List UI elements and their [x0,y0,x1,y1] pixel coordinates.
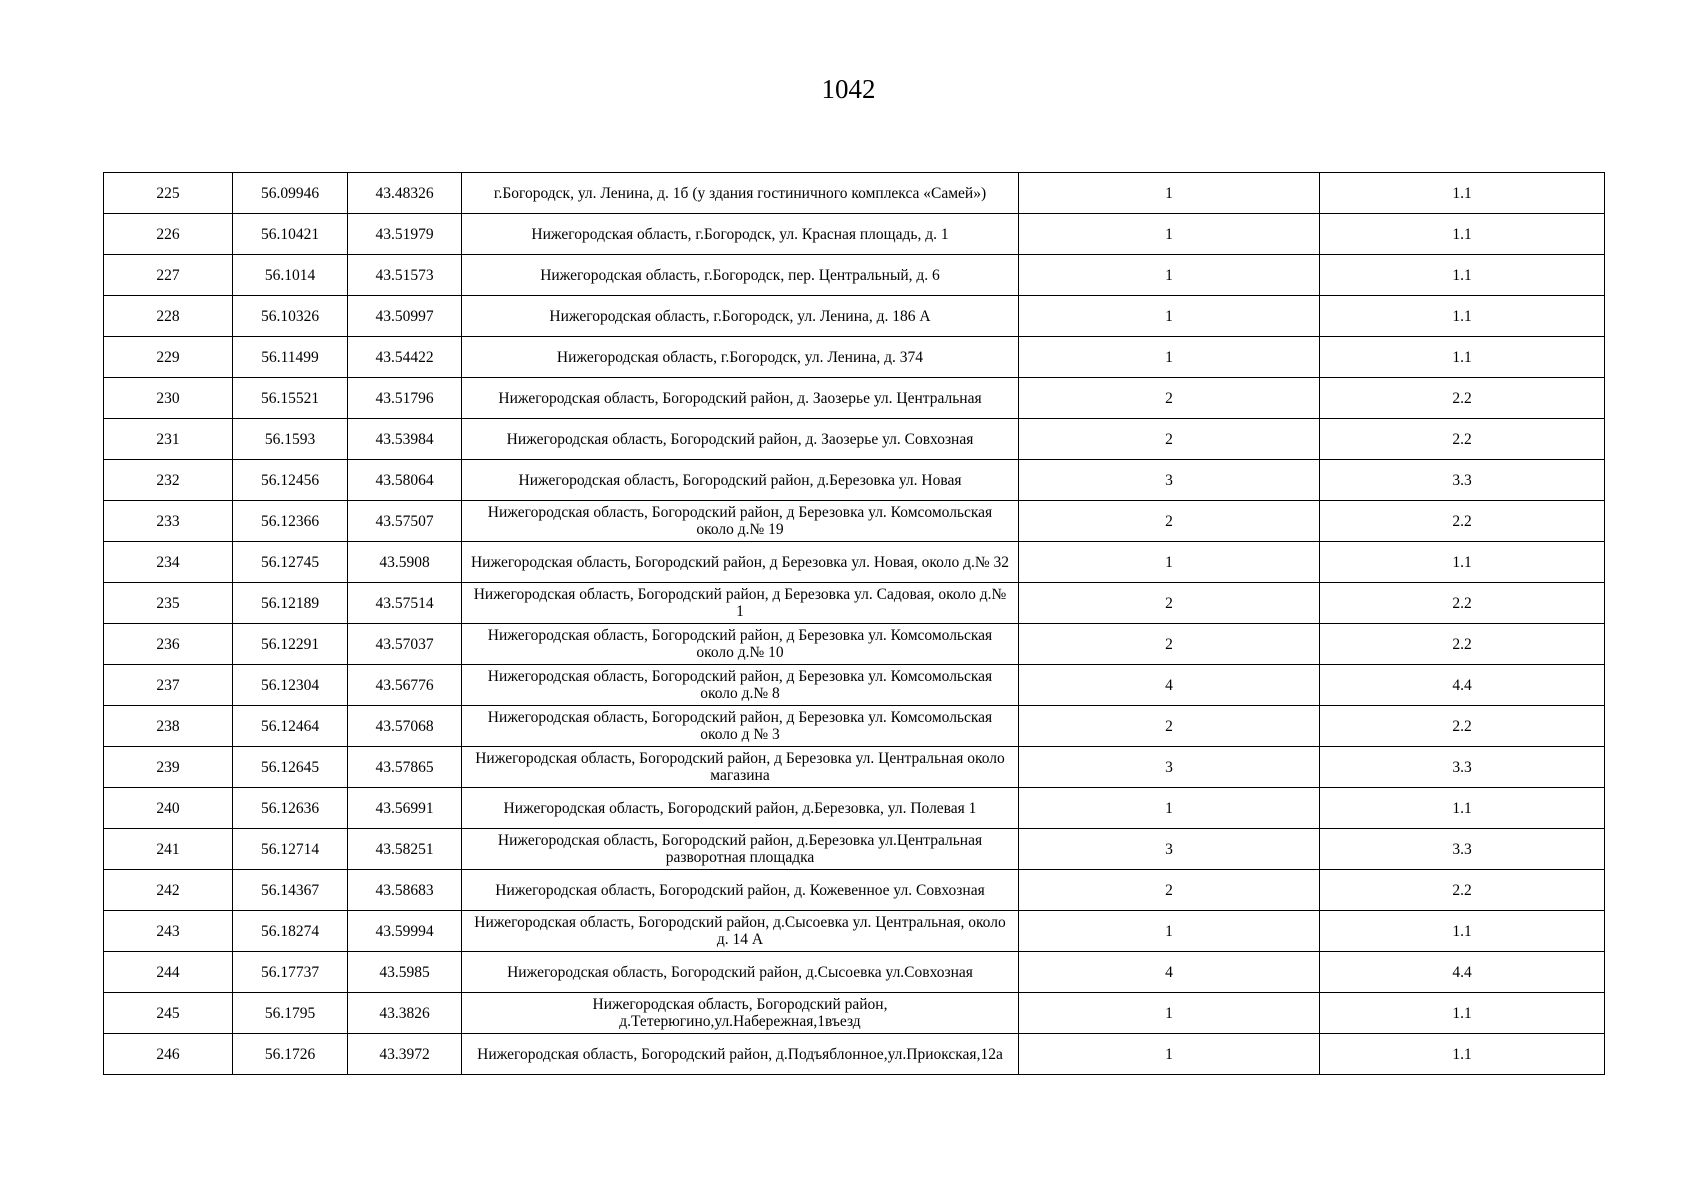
container-volume-cell: 1.1 [1320,214,1605,255]
table-row [104,747,1605,788]
container-count-cell: 3 [1019,829,1320,870]
address-cell: Нижегородская область, Богородский район, д.Березовка ул.Центральная разворотная площадка [462,829,1019,870]
table-row [104,870,1605,911]
latitude-cell: 56.12464 [233,706,348,747]
address-cell: Нижегородская область, Богородский район, д. Кожевенное ул. Совхозная [462,870,1019,911]
longitude-cell: 43.50997 [348,296,462,337]
address-cell: Нижегородская область, Богородский район, д. Заозерье ул. Совхозная [462,419,1019,460]
row-number-cell: 241 [104,829,233,870]
longitude-cell: 43.59994 [348,911,462,952]
longitude-cell: 43.3972 [348,1034,462,1075]
latitude-cell: 56.12645 [233,747,348,788]
table-row [104,542,1605,583]
container-count-cell: 1 [1019,1034,1320,1075]
longitude-cell: 43.58251 [348,829,462,870]
container-count-cell: 2 [1019,583,1320,624]
address-cell: Нижегородская область, Богородский район, д Березовка ул. Комсомольская около д.№ 10 [462,624,1019,665]
latitude-cell: 56.11499 [233,337,348,378]
longitude-cell: 43.58064 [348,460,462,501]
latitude-cell: 56.1593 [233,419,348,460]
address-cell: Нижегородская область, Богородский район, д Березовка ул. Комсомольская около д.№ 8 [462,665,1019,706]
latitude-cell: 56.12304 [233,665,348,706]
row-number-cell: 242 [104,870,233,911]
container-count-cell: 1 [1019,788,1320,829]
address-cell: Нижегородская область, Богородский район, д Березовка ул. Центральная около магазина [462,747,1019,788]
address-cell: Нижегородская область, Богородский район, д.Тетерюгино,ул.Набережная,1въезд [462,993,1019,1034]
container-volume-cell: 2.2 [1320,378,1605,419]
row-number-cell: 244 [104,952,233,993]
longitude-cell: 43.58683 [348,870,462,911]
longitude-cell: 43.51979 [348,214,462,255]
row-number-cell: 245 [104,993,233,1034]
row-number-cell: 239 [104,747,233,788]
latitude-cell: 56.14367 [233,870,348,911]
longitude-cell: 43.53984 [348,419,462,460]
table-row [104,993,1605,1034]
row-number-cell: 227 [104,255,233,296]
table-row [104,173,1605,214]
container-count-cell: 3 [1019,747,1320,788]
container-count-cell: 1 [1019,993,1320,1034]
latitude-cell: 56.12745 [233,542,348,583]
latitude-cell: 56.12456 [233,460,348,501]
container-volume-cell: 1.1 [1320,542,1605,583]
row-number-cell: 230 [104,378,233,419]
address-cell: Нижегородская область, г.Богородск, пер. Центральный, д. 6 [462,255,1019,296]
table-row [104,624,1605,665]
container-count-cell: 2 [1019,706,1320,747]
latitude-cell: 56.09946 [233,173,348,214]
container-count-cell: 1 [1019,542,1320,583]
address-cell: Нижегородская область, Богородский район, д Березовка ул. Садовая, около д.№ 1 [462,583,1019,624]
table-row [104,460,1605,501]
table-row [104,419,1605,460]
longitude-cell: 43.56991 [348,788,462,829]
container-volume-cell: 1.1 [1320,337,1605,378]
longitude-cell: 43.51573 [348,255,462,296]
longitude-cell: 43.51796 [348,378,462,419]
table-row [104,214,1605,255]
address-cell: Нижегородская область, Богородский район, д. Заозерье ул. Центральная [462,378,1019,419]
table-row [104,378,1605,419]
longitude-cell: 43.5985 [348,952,462,993]
address-cell: Нижегородская область, Богородский район, д.Сысоевка ул. Центральная, около д. 14 А [462,911,1019,952]
container-count-cell: 1 [1019,337,1320,378]
latitude-cell: 56.1726 [233,1034,348,1075]
container-sites-table [103,172,1605,1075]
latitude-cell: 56.18274 [233,911,348,952]
container-volume-cell: 1.1 [1320,911,1605,952]
longitude-cell: 43.57507 [348,501,462,542]
address-cell: Нижегородская область, г.Богородск, ул. Красная площадь, д. 1 [462,214,1019,255]
row-number-cell: 226 [104,214,233,255]
container-count-cell: 2 [1019,378,1320,419]
table-row [104,911,1605,952]
container-count-cell: 2 [1019,419,1320,460]
address-cell: Нижегородская область, Богородский район, д Березовка ул. Новая, около д.№ 32 [462,542,1019,583]
container-volume-cell: 1.1 [1320,788,1605,829]
latitude-cell: 56.12636 [233,788,348,829]
container-volume-cell: 2.2 [1320,624,1605,665]
table-row [104,255,1605,296]
table-row [104,952,1605,993]
latitude-cell: 56.17737 [233,952,348,993]
container-count-cell: 2 [1019,624,1320,665]
container-count-cell: 1 [1019,911,1320,952]
page-number: 1042 [821,74,876,104]
row-number-cell: 240 [104,788,233,829]
address-cell: Нижегородская область, Богородский район, д Березовка ул. Комсомольская около д № 3 [462,706,1019,747]
container-volume-cell: 2.2 [1320,419,1605,460]
row-number-cell: 235 [104,583,233,624]
latitude-cell: 56.1795 [233,993,348,1034]
latitude-cell: 56.12714 [233,829,348,870]
table-row [104,296,1605,337]
longitude-cell: 43.57037 [348,624,462,665]
container-volume-cell: 2.2 [1320,706,1605,747]
address-cell: Нижегородская область, Богородский район, д Березовка ул. Комсомольская около д.№ 19 [462,501,1019,542]
container-count-cell: 1 [1019,173,1320,214]
latitude-cell: 56.10421 [233,214,348,255]
table-row [104,501,1605,542]
latitude-cell: 56.12189 [233,583,348,624]
table-row [104,337,1605,378]
row-number-cell: 236 [104,624,233,665]
table-row [104,665,1605,706]
table-row [104,706,1605,747]
row-number-cell: 228 [104,296,233,337]
row-number-cell: 246 [104,1034,233,1075]
table-row [104,1034,1605,1075]
address-cell: Нижегородская область, Богородский район, д.Березовка ул. Новая [462,460,1019,501]
longitude-cell: 43.57865 [348,747,462,788]
container-volume-cell: 1.1 [1320,993,1605,1034]
container-volume-cell: 1.1 [1320,255,1605,296]
row-number-cell: 233 [104,501,233,542]
latitude-cell: 56.12291 [233,624,348,665]
address-cell: Нижегородская область, Богородский район, д.Сысоевка ул.Совхозная [462,952,1019,993]
container-count-cell: 1 [1019,255,1320,296]
container-volume-cell: 4.4 [1320,952,1605,993]
row-number-cell: 231 [104,419,233,460]
table-body [104,173,1605,1075]
address-cell: Нижегородская область, г.Богородск, ул. Ленина, д. 186 А [462,296,1019,337]
longitude-cell: 43.54422 [348,337,462,378]
row-number-cell: 229 [104,337,233,378]
container-count-cell: 2 [1019,501,1320,542]
container-count-cell: 3 [1019,460,1320,501]
container-count-cell: 1 [1019,214,1320,255]
container-count-cell: 4 [1019,952,1320,993]
row-number-cell: 232 [104,460,233,501]
longitude-cell: 43.56776 [348,665,462,706]
container-count-cell: 2 [1019,870,1320,911]
latitude-cell: 56.10326 [233,296,348,337]
longitude-cell: 43.57068 [348,706,462,747]
row-number-cell: 225 [104,173,233,214]
container-volume-cell: 2.2 [1320,583,1605,624]
row-number-cell: 238 [104,706,233,747]
container-volume-cell: 1.1 [1320,1034,1605,1075]
table-row [104,829,1605,870]
address-cell: Нижегородская область, Богородский район, д.Подъяблонное,ул.Приокская,12а [462,1034,1019,1075]
longitude-cell: 43.48326 [348,173,462,214]
container-volume-cell: 1.1 [1320,296,1605,337]
latitude-cell: 56.1014 [233,255,348,296]
latitude-cell: 56.12366 [233,501,348,542]
address-cell: Нижегородская область, Богородский район, д.Березовка, ул. Полевая 1 [462,788,1019,829]
container-volume-cell: 2.2 [1320,501,1605,542]
container-count-cell: 4 [1019,665,1320,706]
table-row [104,583,1605,624]
container-volume-cell: 2.2 [1320,870,1605,911]
container-volume-cell: 3.3 [1320,829,1605,870]
row-number-cell: 237 [104,665,233,706]
row-number-cell: 234 [104,542,233,583]
container-volume-cell: 3.3 [1320,460,1605,501]
container-volume-cell: 1.1 [1320,173,1605,214]
table-row [104,788,1605,829]
longitude-cell: 43.57514 [348,583,462,624]
longitude-cell: 43.5908 [348,542,462,583]
container-volume-cell: 3.3 [1320,747,1605,788]
address-cell: г.Богородск, ул. Ленина, д. 1б (у здания гостиничного комплекса «Самей») [462,173,1019,214]
container-volume-cell: 4.4 [1320,665,1605,706]
address-cell: Нижегородская область, г.Богородск, ул. Ленина, д. 374 [462,337,1019,378]
longitude-cell: 43.3826 [348,993,462,1034]
row-number-cell: 243 [104,911,233,952]
container-count-cell: 1 [1019,296,1320,337]
latitude-cell: 56.15521 [233,378,348,419]
